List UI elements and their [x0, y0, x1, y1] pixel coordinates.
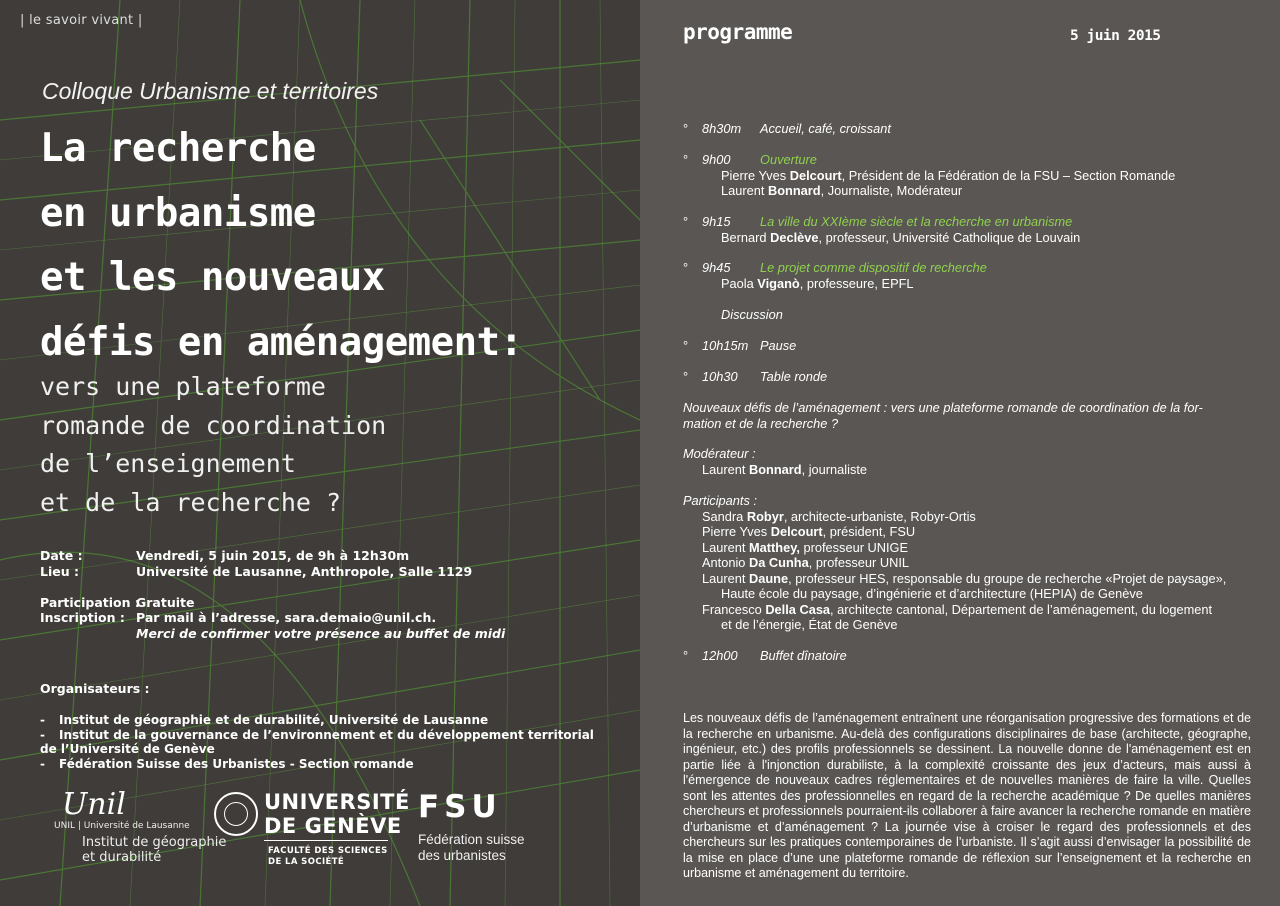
- participation-label: Participation :: [40, 595, 140, 610]
- list-dash: -: [40, 757, 45, 771]
- speaker-role: , professeur, Université Catholique de Louvain: [818, 230, 1081, 245]
- speaker-line: [721, 230, 1080, 245]
- speaker-first-name: Laurent: [702, 571, 749, 586]
- unil-institute-line: Institut de géographie: [82, 835, 227, 850]
- colloque-title: Colloque Urbanisme et territoires: [42, 78, 379, 104]
- fsu-description-line: Fédération suisse: [418, 832, 525, 847]
- speaker-role: , architecte cantonal, Département de l’aménagement, du logement: [830, 602, 1213, 617]
- fsu-logo: [418, 790, 525, 864]
- title-line: La recherche: [40, 126, 316, 171]
- discussion-label: Discussion: [721, 307, 783, 322]
- fsu-description-line: des urbanistes: [418, 848, 506, 863]
- unige-faculty: [268, 846, 388, 868]
- speaker-role: , professeur HES, responsable du groupe de recherche «Projet de paysage»,: [788, 571, 1227, 586]
- session-time: 9h45: [702, 260, 731, 275]
- organisateur-item-continuation: de l’Université de Genève: [40, 742, 215, 756]
- unige-seal-icon: [214, 792, 258, 836]
- bullet-icon: °: [683, 369, 689, 384]
- speaker-first-name: Laurent: [702, 462, 749, 477]
- organisateurs-heading: Organisateurs :: [40, 681, 150, 696]
- unige-name-line: DE GENÈVE: [264, 814, 402, 838]
- participation-value: Gratuite: [136, 595, 195, 610]
- bullet-icon: °: [683, 121, 689, 136]
- speaker-first-name: Bernard: [721, 230, 771, 245]
- inscription-value[interactable]: Par mail à l’adresse, sara.demaio@unil.ch.: [136, 610, 437, 625]
- speaker-role: , professeure, EPFL: [799, 276, 914, 291]
- inscription-label: Inscription :: [40, 610, 125, 625]
- bullet-icon: °: [683, 338, 689, 353]
- moderateur-label: Modérateur :: [683, 446, 756, 461]
- bullet-icon: °: [683, 152, 689, 167]
- title-line: et les nouveaux: [40, 255, 385, 300]
- participant-line: [702, 602, 1212, 617]
- organisateur-item: [40, 728, 594, 742]
- list-dash: -: [40, 713, 45, 727]
- bullet-icon: °: [683, 648, 689, 663]
- programme-heading: programme: [683, 20, 793, 44]
- participant-line: [702, 540, 908, 555]
- speaker-last-name: Matthey,: [748, 540, 800, 555]
- fsu-wordmark: FSU: [418, 789, 502, 825]
- unige-faculty-line: DE LA SOCIÉTÉ: [268, 857, 345, 867]
- speaker-first-name: Sandra: [702, 509, 747, 524]
- speaker-line: [721, 183, 962, 198]
- description-paragraph: Les nouveaux défis de l’aménagement entraînent une réorganisation progressive des formations et de la recherche en urbanisme. Au-delà des configurations disciplinaires de base (architecte, géographe, ingénieur, etc.) des profils professionnels se dessinent. La nouvelle donne de l'aménagement est en partie liée à l'injonction durabiliste, à la complexité croissante des jeux d’acteurs, mais aussi à l'émergence de nouveaux cadres réglementaires et de nouvelles manières de faire la ville. Quelles sont les attentes des professionnelles en regard de la recherche académique ? De quelles manières chercheurs et professionnels pourraient-ils collaborer à faire avancer la recherche romande en matière d’urbanisme et d’aménagement ? La journée vise à croiser le regard des professionnels et des chercheurs sur les pratiques contemporaines de l’urbaniste. Il s’agit aussi d’envisager la possibilité de la mise en place d’une une plateforme romande de réflexion sur l’enseignement et la recherche en urbanisme et aménagement du territoire.: [683, 711, 1251, 880]
- unige-name-line: UNIVERSITÉ: [264, 790, 410, 814]
- session-label: Ouverture: [760, 152, 817, 167]
- main-title: [40, 124, 523, 382]
- speaker-last-name: Delcourt: [789, 168, 842, 183]
- speaker-role: professeur UNIGE: [799, 540, 909, 555]
- speaker-last-name: Bonnard: [767, 183, 821, 198]
- list-dash: -: [40, 728, 45, 742]
- organisateur-item: [40, 757, 414, 771]
- session-label: Accueil, café, croissant: [760, 121, 891, 136]
- session-label: Buffet dînatoire: [760, 648, 847, 663]
- session-label: Table ronde: [760, 369, 828, 384]
- subtitle-line: vers une plateforme: [40, 372, 326, 401]
- speaker-last-name: Delcourt: [770, 524, 823, 539]
- speaker-role: , président, FSU: [822, 524, 916, 539]
- unil-wordmark: Unil: [62, 787, 126, 822]
- unige-name: [264, 790, 410, 838]
- tagline: | le savoir vivant |: [20, 13, 143, 28]
- session-label: Le projet comme dispositif de recherche: [760, 260, 987, 275]
- session-label: La ville du XXIème siècle et la recherche en urbanisme: [760, 214, 1073, 229]
- participant-line: [702, 555, 909, 570]
- speaker-first-name: Antonio: [702, 555, 749, 570]
- inscription-note: Merci de confirmer votre présence au buffet de midi: [136, 626, 506, 641]
- fsu-description: [418, 832, 525, 864]
- participants-label: Participants :: [683, 493, 757, 508]
- speaker-first-name: Pierre Yves: [721, 168, 790, 183]
- organisateur-label: Fédération Suisse des Urbanistes - Section romande: [59, 757, 414, 771]
- speaker-role: , journaliste: [801, 462, 868, 477]
- speaker-last-name: Declève: [770, 230, 819, 245]
- speaker-first-name: Laurent: [721, 183, 768, 198]
- title-line: défis en aménagement:: [40, 319, 523, 365]
- speaker-role: , professeur UNIL: [808, 555, 909, 570]
- speaker-last-name: Robyr: [746, 509, 784, 524]
- organisateur-item: [40, 713, 488, 727]
- unige-rule: [264, 840, 388, 841]
- organisateur-label: Institut de géographie et de durabilité, Université de Lausanne: [59, 713, 489, 727]
- subtitle-line: de l’enseignement: [40, 449, 296, 478]
- participant-line: [702, 524, 915, 539]
- session-time: 9h00: [702, 152, 731, 167]
- speaker-role: , Journaliste, Modérateur: [820, 183, 963, 198]
- unil-logo: [54, 787, 227, 865]
- session-time: 10h30: [702, 369, 738, 384]
- speaker-first-name: Paola: [721, 276, 758, 291]
- subtitle-line: et de la recherche ?: [40, 487, 342, 517]
- speaker-last-name: Daune: [748, 571, 789, 586]
- unil-caption: UNIL | Université de Lausanne: [54, 821, 190, 831]
- speaker-line: [721, 276, 914, 291]
- speaker-role: , architecte-urbaniste, Robyr-Ortis: [783, 509, 976, 524]
- speaker-last-name: Bonnard: [748, 462, 802, 477]
- speaker-first-name: Pierre Yves: [702, 524, 771, 539]
- speaker-line: [721, 168, 1175, 183]
- participant-line: [702, 509, 976, 524]
- bullet-icon: °: [683, 260, 689, 275]
- unil-institute: [82, 835, 226, 865]
- subtitle-line: romande de coordination: [40, 410, 387, 440]
- unil-institute-line: et durabilité: [82, 850, 162, 865]
- speaker-last-name: Da Cunha: [748, 555, 809, 570]
- subtitle: [40, 370, 386, 524]
- session-time: 8h30m: [702, 121, 742, 136]
- bullet-icon: °: [683, 214, 689, 229]
- session-label: Pause: [760, 338, 797, 353]
- table-ronde-topic: mation et de la recherche ?: [683, 416, 839, 431]
- session-time: 10h15m: [702, 338, 749, 353]
- participant-line-continuation: et de l’énergie, État de Genève: [721, 617, 898, 632]
- speaker-first-name: Francesco: [702, 602, 766, 617]
- session-time: 9h15: [702, 214, 731, 229]
- speaker-last-name: Viganò: [757, 276, 800, 291]
- speaker-role: , Président de la Fédération de la FSU – Section Romande: [841, 168, 1176, 183]
- speaker-last-name: Della Casa: [765, 602, 831, 617]
- unige-faculty-line: FACULTÉ DES SCIENCES: [268, 846, 388, 856]
- table-ronde-topic: Nouveaux défis de l’aménagement : vers une plateforme romande de coordination de la for-: [683, 400, 1203, 415]
- date-label: Date :: [40, 548, 83, 563]
- participant-line: [702, 571, 1226, 586]
- programme-date: 5 juin 2015: [1070, 28, 1161, 44]
- moderateur-line: [702, 462, 867, 477]
- lieu-value: Université de Lausanne, Anthropole, Salle 1129: [136, 564, 473, 579]
- title-line: en urbanisme: [40, 190, 316, 236]
- date-value: Vendredi, 5 juin 2015, de 9h à 12h30m: [136, 548, 410, 563]
- session-time: 12h00: [702, 648, 738, 663]
- participant-line-continuation: Haute école du paysage, d’ingénierie et d’architecture (HEPIA) de Genève: [721, 586, 1143, 601]
- lieu-label: Lieu :: [40, 564, 79, 579]
- speaker-first-name: Laurent: [702, 540, 749, 555]
- organisateur-label: Institut de la gouvernance de l’environnement et du développement territorial: [59, 728, 594, 742]
